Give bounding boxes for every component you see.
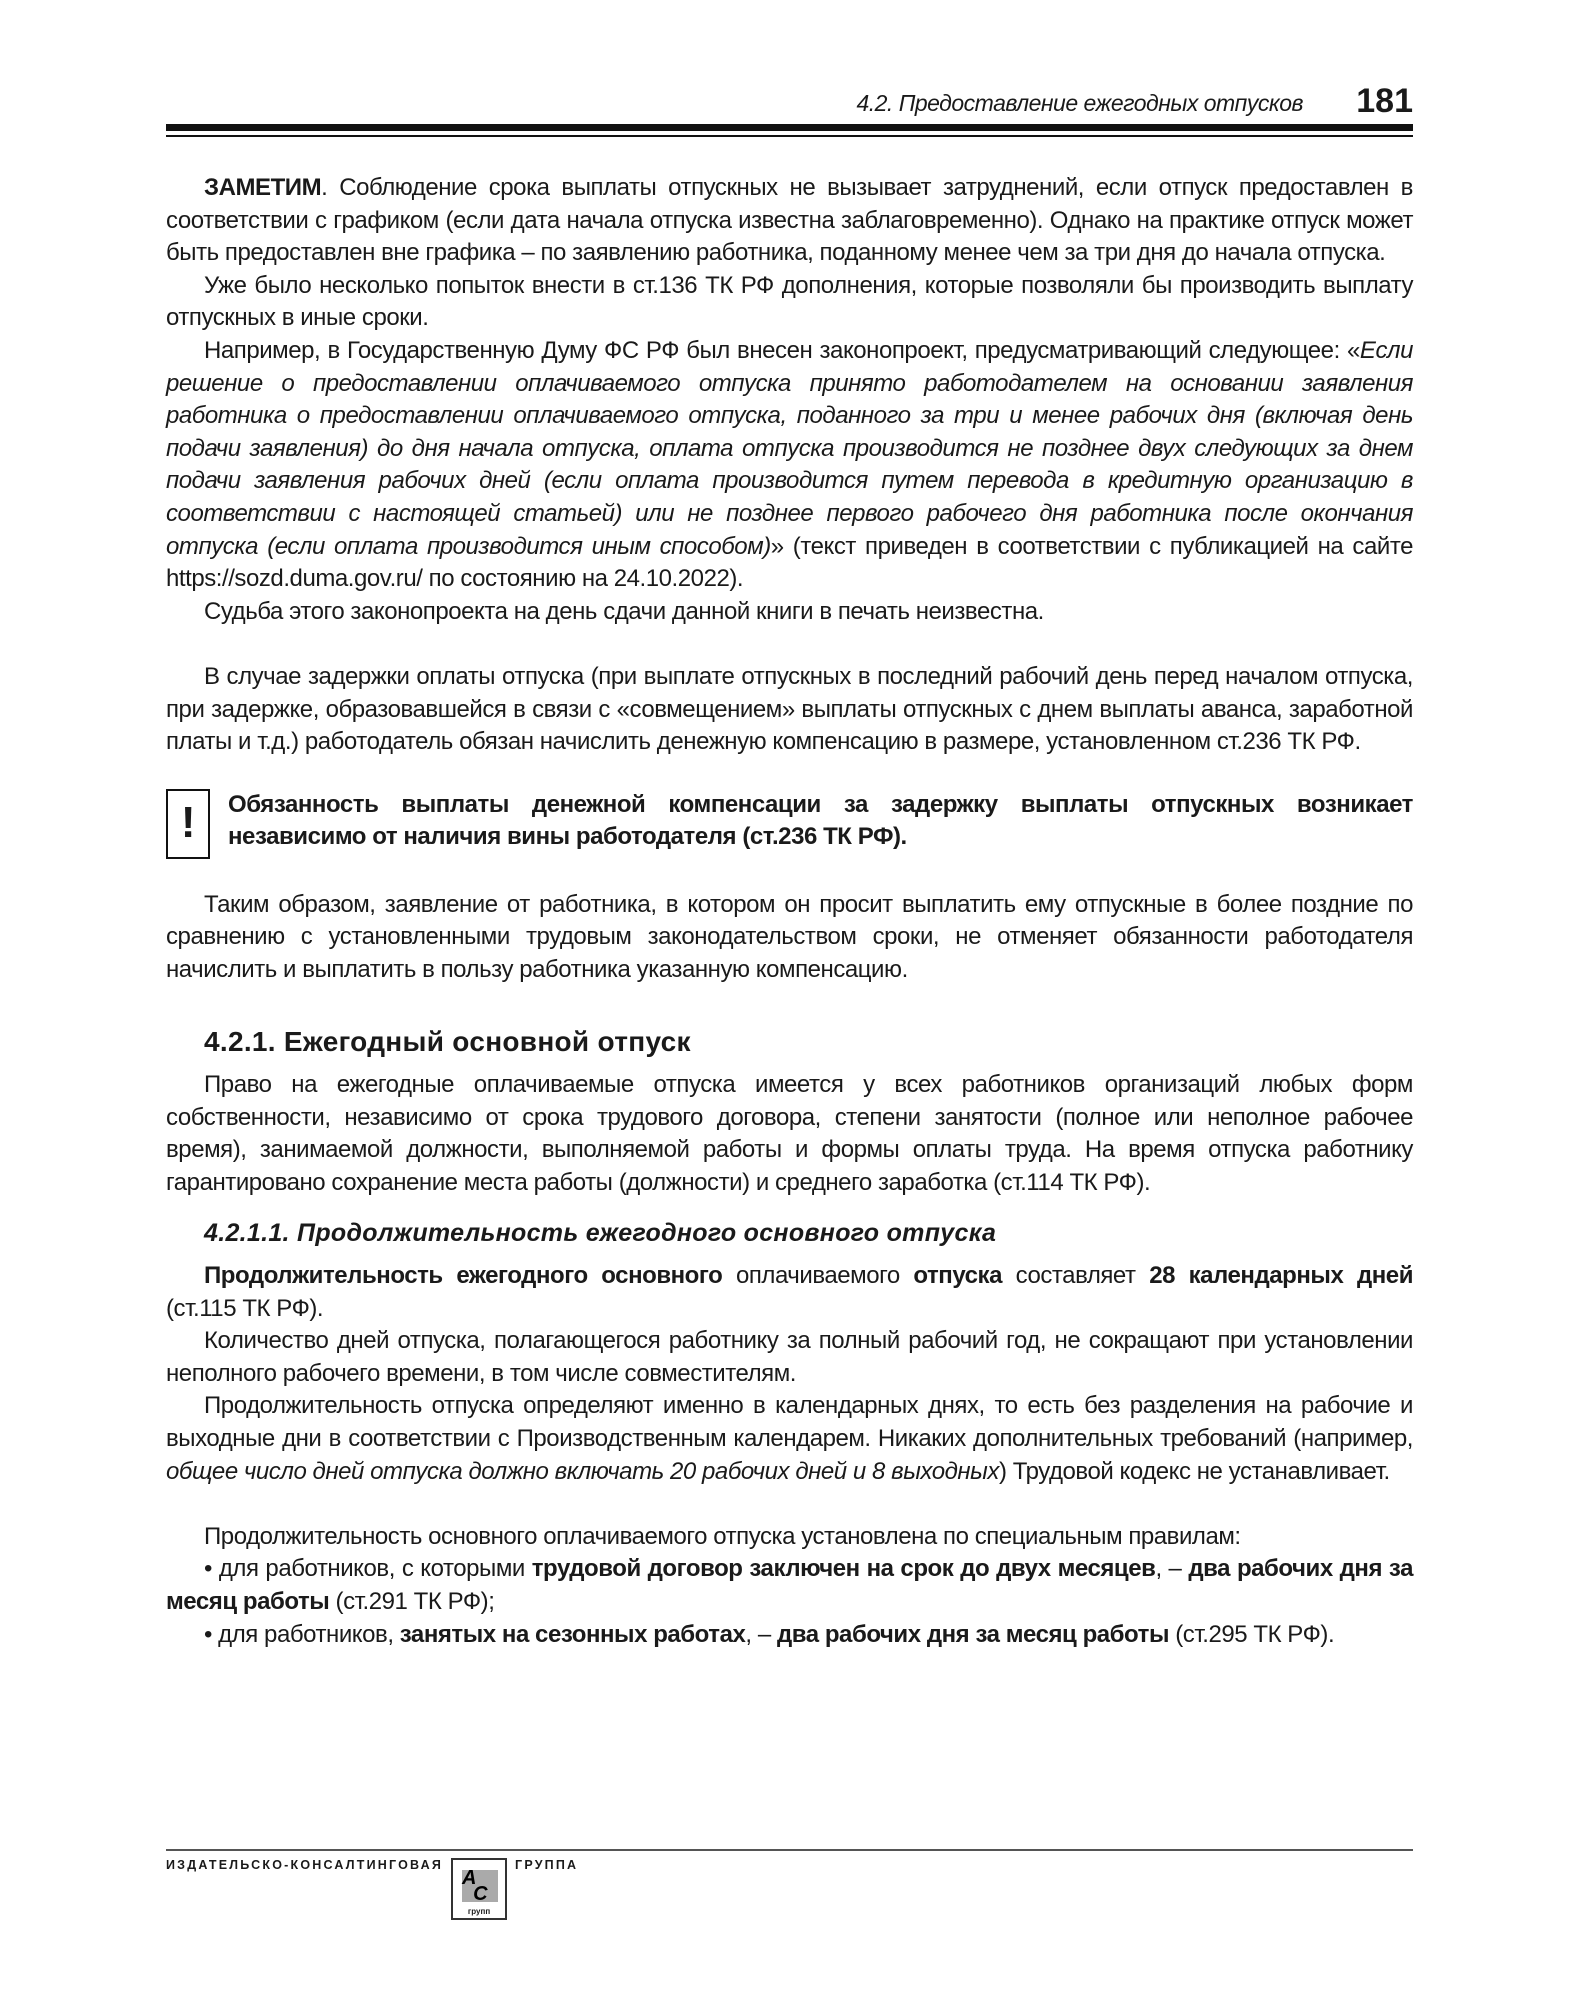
subsection-heading [204,1217,1413,1250]
important-note [166,789,1413,859]
text: Право на ежегодные оплачиваемые отпуска имеется у всех работников организаций любых форм собственности, независимо от срока трудового договора, степени занятости (полное или неполное рабочее время), занимаемой должности, выполняемой работы и формы оплаты труда. На время отпуска работнику гарантировано сохранение места работы (должности) и среднего заработка (ст.114 ТК РФ). [166,1071,1413,1196]
running-header [166,82,1413,122]
text: , – [1155,1555,1189,1583]
bold-text: занятых на сезонных работах [399,1620,746,1648]
text: Количество дней отпуска, полагающегося работнику за полный рабочий год, не сокращают при установлении неполного рабочего времени, в том числе совместителям. [166,1327,1413,1387]
paragraph [166,661,1413,759]
text: оплачиваемого [722,1262,914,1290]
publisher-footer [166,1858,578,1920]
paragraph [166,172,1413,270]
bold-text: ЗАМЕТИМ [204,174,322,201]
italic-text: общее число дней отпуска должно включать 20 рабочих дней и 8 выходных [166,1457,999,1485]
publisher-text-right: ГРУППА [515,1858,579,1872]
text: ) Трудовой кодекс не устанавливает. [998,1457,1390,1485]
paragraph [166,335,1413,596]
text: 4.2.1.1. Продолжительность ежегодного основного отпуска [204,1219,997,1248]
paragraph [166,1521,1413,1554]
bold-text: два рабочих дня за месяц работы [776,1620,1170,1648]
text: (ст.295 ТК РФ). [1169,1620,1335,1648]
text: Уже было несколько попыток внести в ст.136 ТК РФ дополнения, которые позволяли бы производить выплату отпускных в иные сроки. [166,271,1413,332]
text: Например, в Государственную Думу ФС РФ был внесен законопроект, предусматривающий следующее: « [204,336,1360,364]
header-rule-thin [166,135,1413,137]
note-text [228,789,1413,854]
bold-text: трудовой договор заключен на срок до двух месяцев [531,1555,1156,1583]
text: » (текст приведен в соответствии с публикацией на сайте https://sozd.duma.gov.ru/ по состоянию на 24.10.2022). [166,532,1414,593]
paragraph [166,1390,1413,1488]
italic-text: Если решение о предоставлении оплачиваемого отпуска принято работодателем на основании заявления работника о предоставлении оплачиваемого отпуска, поданного за три и менее рабочих дня (включая день подачи заявления) до дня начала отпуска, оплата отпуска производится не позднее двух следующих за днем подачи заявления рабочих дней (если оплата производится путем перевода в кредитную организацию в соответствии с настоящей статьей) или не позднее первого рабочего дня работника после окончания отпуска (если оплата производится иным способом) [166,336,1413,560]
text: , – [745,1620,777,1648]
page-body [166,172,1413,1651]
text: Продолжительность основного оплачиваемого отпуска установлена по специальным правилам: [204,1522,1241,1550]
publisher-logo [451,1858,507,1920]
text: составляет [1002,1262,1150,1290]
text: . Соблюдение срока выплаты отпускных не вызывает затруднений, если отпуск предоставлен в соответствии с графиком (если дата начала отпуска известна заблаговременно). Однако на практике отпуск может быть предоставлен вне графика – по заявлению работника, поданному менее чем за три дня до начала отпуска. [166,174,1413,267]
bold-text: два рабочих дня за месяц работы [166,1555,1413,1615]
paragraph [166,1069,1413,1199]
paragraph [166,1553,1413,1618]
text: Обязанность выплаты денежной компенсации за задержку выплаты отпускных возникает независимо от наличия вины работодателя (ст.236 ТК РФ). [228,790,1413,851]
paragraph [166,1260,1413,1325]
text: (ст.115 ТК РФ). [166,1294,324,1322]
header-rule-thick [166,124,1413,131]
section-heading [204,1026,1413,1059]
text: Таким образом, заявление от работника, в котором он просит выплатить ему отпускные в более поздние по сравнению с установленными трудовым законодательством сроки, не отменяет обязанности работодателя начислить и выплатить в пользу работника указанную компенсацию. [166,890,1413,983]
bold-text: отпуска [913,1262,1003,1290]
section-title: 4.2. Предоставление ежегодных отпусков [856,90,1303,116]
paragraph [166,1619,1413,1652]
text: • для работников, [204,1620,400,1648]
publisher-text-left: ИЗДАТЕЛЬСКО-КОНСАЛТИНГОВАЯ [166,1858,444,1872]
paragraph [166,1325,1413,1390]
text: В случае задержки оплаты отпуска (при выплате отпускных в последний рабочий день перед началом отпуска, при задержке, образовавшейся в связи с «совмещением» выплаты отпускных с днем выплаты аванса, заработной платы и т.д.) работодатель обязан начислить денежную компенсацию в размере, установленном ст.236 ТК РФ. [166,662,1413,756]
text: (ст.291 ТК РФ); [329,1587,495,1615]
footer-rule [166,1849,1413,1851]
text: 4.2.1. Ежегодный основной отпуск [204,1026,691,1058]
paragraph [166,596,1413,629]
page-number: 181 [1356,82,1413,120]
exclamation-icon: ! [166,789,210,859]
text: Судьба этого законопроекта на день сдачи данной книги в печать неизвестна. [204,597,1044,625]
paragraph [166,889,1413,987]
logo-subtext: групп [467,1907,491,1916]
text: • для работников, с которыми [204,1555,532,1583]
bold-text: Продолжительность ежегодного основного [204,1262,723,1290]
paragraph [166,270,1413,335]
logo-mark: А С [462,1870,498,1902]
text: Продолжительность отпуска определяют именно в календарных днях, то есть без разделения на рабочие и выходные дни в соответствии с Производственным календарем. Никаких дополнительных требований (например, [166,1392,1413,1452]
bold-text: 28 календарных дней [1149,1262,1414,1290]
